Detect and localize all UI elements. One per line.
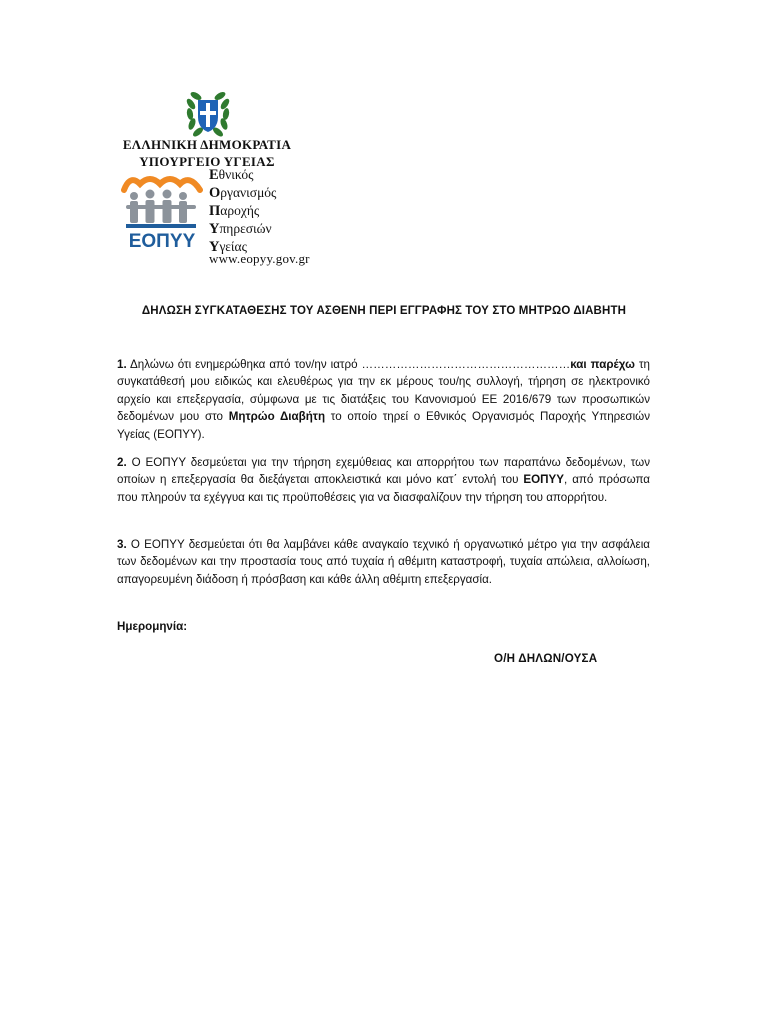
signature-label: Ο/Η ΔΗΛΩΝ/ΟΥΣΑ (494, 652, 598, 665)
acronym-initial: Υ (209, 239, 220, 255)
paragraph-emphasis: και παρέχω (570, 358, 635, 371)
doctor-name-blank: ……………………………………………… (361, 358, 571, 371)
acronym-initial: Υ (209, 221, 220, 237)
acronym-block (209, 166, 276, 256)
registry-name: Μητρώο Διαβήτη (228, 410, 326, 424)
paragraph-text: το οποίο τηρεί ο Εθνικός Οργανισμός Παροχής Υπηρεσιών Υγείας (ΕΟΠΥΥ). (117, 410, 650, 441)
acronym-rest: γείας (219, 239, 247, 254)
acronym-line (209, 220, 276, 238)
paragraph-number: 3. (117, 538, 127, 551)
acronym-rest: θνικός (218, 167, 254, 182)
acronym-line (209, 202, 276, 220)
eopyy-logo-graphic (120, 172, 204, 250)
eopyy-logo-text: ΕΟΠΥΥ (128, 231, 196, 250)
date-label: Ημερομηνία: (117, 620, 188, 633)
paragraph-number: 1. (117, 358, 127, 371)
eopyy-logo (120, 172, 204, 250)
paragraph-text: , από πρόσωπα που πληρούν τα εχέγγυα και τις προϋποθέσεις για να διασφαλίζουν την τήρηση του απορρήτου. (117, 473, 650, 504)
paragraph-3 (117, 536, 650, 588)
paragraph-number: 2. (117, 456, 127, 469)
acronym-rest: αροχής (220, 203, 260, 218)
paragraph-text: Δηλώνω ότι ενημερώθηκα από τον/ην ιατρό (126, 358, 362, 371)
acronym-rest: ργανισμός (220, 185, 277, 200)
paragraph-2 (117, 454, 650, 506)
greek-emblem-icon (181, 87, 235, 141)
paragraph-text: τη συγκατάθεσή μου ειδικώς και ελευθέρως για την εκ μέρους του/ης συλλογή, τήρηση σε ηλεκτρονικό αρχείο και επεξεργασία, σύμφωνα με τις διατάξεις του Κανονισμού ΕΕ 2016/679 των προσωπικών δεδομένων μου στο (117, 358, 650, 424)
paragraph-text: Ο ΕΟΠΥΥ δεσμεύεται ότι θα λαμβάνει κάθε αναγκαίο τεχνικό ή οργανωτικό μέτρο για την ασφάλεια των δεδομένων και την προστασία τους από τυχαία ή αθέμιτη καταστροφή, τυχαία απώλεια, αλλοίωση, απαγορευμένη διάδοση ή πρόσβαση και κάθε άλλη αθέμιτη επεξεργασία. (117, 538, 650, 586)
paragraph-emphasis: ΕΟΠΥΥ (523, 473, 564, 487)
website-url: www.eopyy.gov.gr (209, 251, 310, 266)
paragraph-text: Ο ΕΟΠΥΥ δεσμεύεται για την τήρηση εχεμύθειας και απορρήτου των παραπάνω δεδομένων, των οποίων η επεξεργασία θα διεξάγεται αποκλειστικά και μόνο κατ΄ εντολή του (117, 456, 650, 487)
acronym-initial: Ε (209, 167, 219, 183)
acronym-rest: πηρεσιών (219, 221, 272, 236)
acronym-line (209, 184, 276, 202)
paragraph-1 (117, 356, 650, 443)
acronym-initial: Π (209, 203, 221, 219)
ministry-heading: ΥΠΟΥΡΓΕΙΟ ΥΓΕΙΑΣ (139, 154, 275, 169)
acronym-line (209, 166, 276, 184)
republic-heading: ΕΛΛΗΝΙΚΗ ΔΗΜΟΚΡΑΤΙΑ (122, 137, 292, 152)
document-title: ΔΗΛΩΣΗ ΣΥΓΚΑΤΑΘΕΣΗΣ ΤΟΥ ΑΣΘΕΝΗ ΠΕΡΙ ΕΓΓΡΑΦΗΣ ΤΟΥ ΣΤΟ ΜΗΤΡΩΟ ΔΙΑΒΗΤΗ (141, 305, 627, 317)
acronym-initial: Ο (209, 185, 221, 201)
